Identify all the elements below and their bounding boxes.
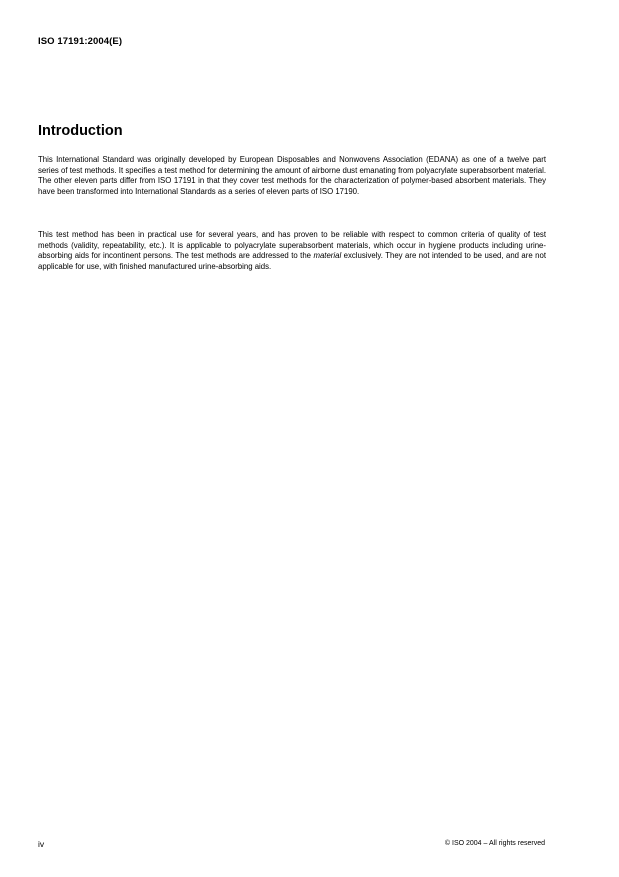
emphasized-word-material: material xyxy=(313,251,342,260)
intro-paragraph-2-text: This test method has been in practical use for several years, and has proven to be reliable with respect to common criteria of quality of test methods (validity, repeatability, etc.). It is applicable to polyacrylate superabsorbent materials, which occur in hygiene products including urine-absorbing aids for incontinent persons. xyxy=(38,230,546,260)
intro-paragraph-1: This International Standard was originally developed by European Disposables and Nonwovens Association (EDANA) as one of a twelve part series of test methods. It specifies a test method for determining the amount of airborne dust emanating from polyacrylate superabsorbent material. The other eleven parts differ from ISO 17191 in that they cover test methods for the characterization of polymer-based absorbent materials. They have been transformed into International Standards as a series of eleven parts of ISO 17190. xyxy=(38,155,546,196)
copyright-notice: © ISO 2004 – All rights reserved xyxy=(444,840,545,847)
document-id: ISO 17191:2004(E) xyxy=(38,36,123,47)
intro-paragraph-2-ending: exclusively. They are not intended to be used, and are not applicable for use, with finished manufactured urine-absorbing aids. xyxy=(38,251,546,271)
intro-paragraph-2 xyxy=(38,230,546,272)
page-number: iv xyxy=(38,839,45,849)
intro-paragraph-2-continuation: The test methods are addressed to the xyxy=(175,251,314,260)
section-heading: Introduction xyxy=(38,123,123,139)
